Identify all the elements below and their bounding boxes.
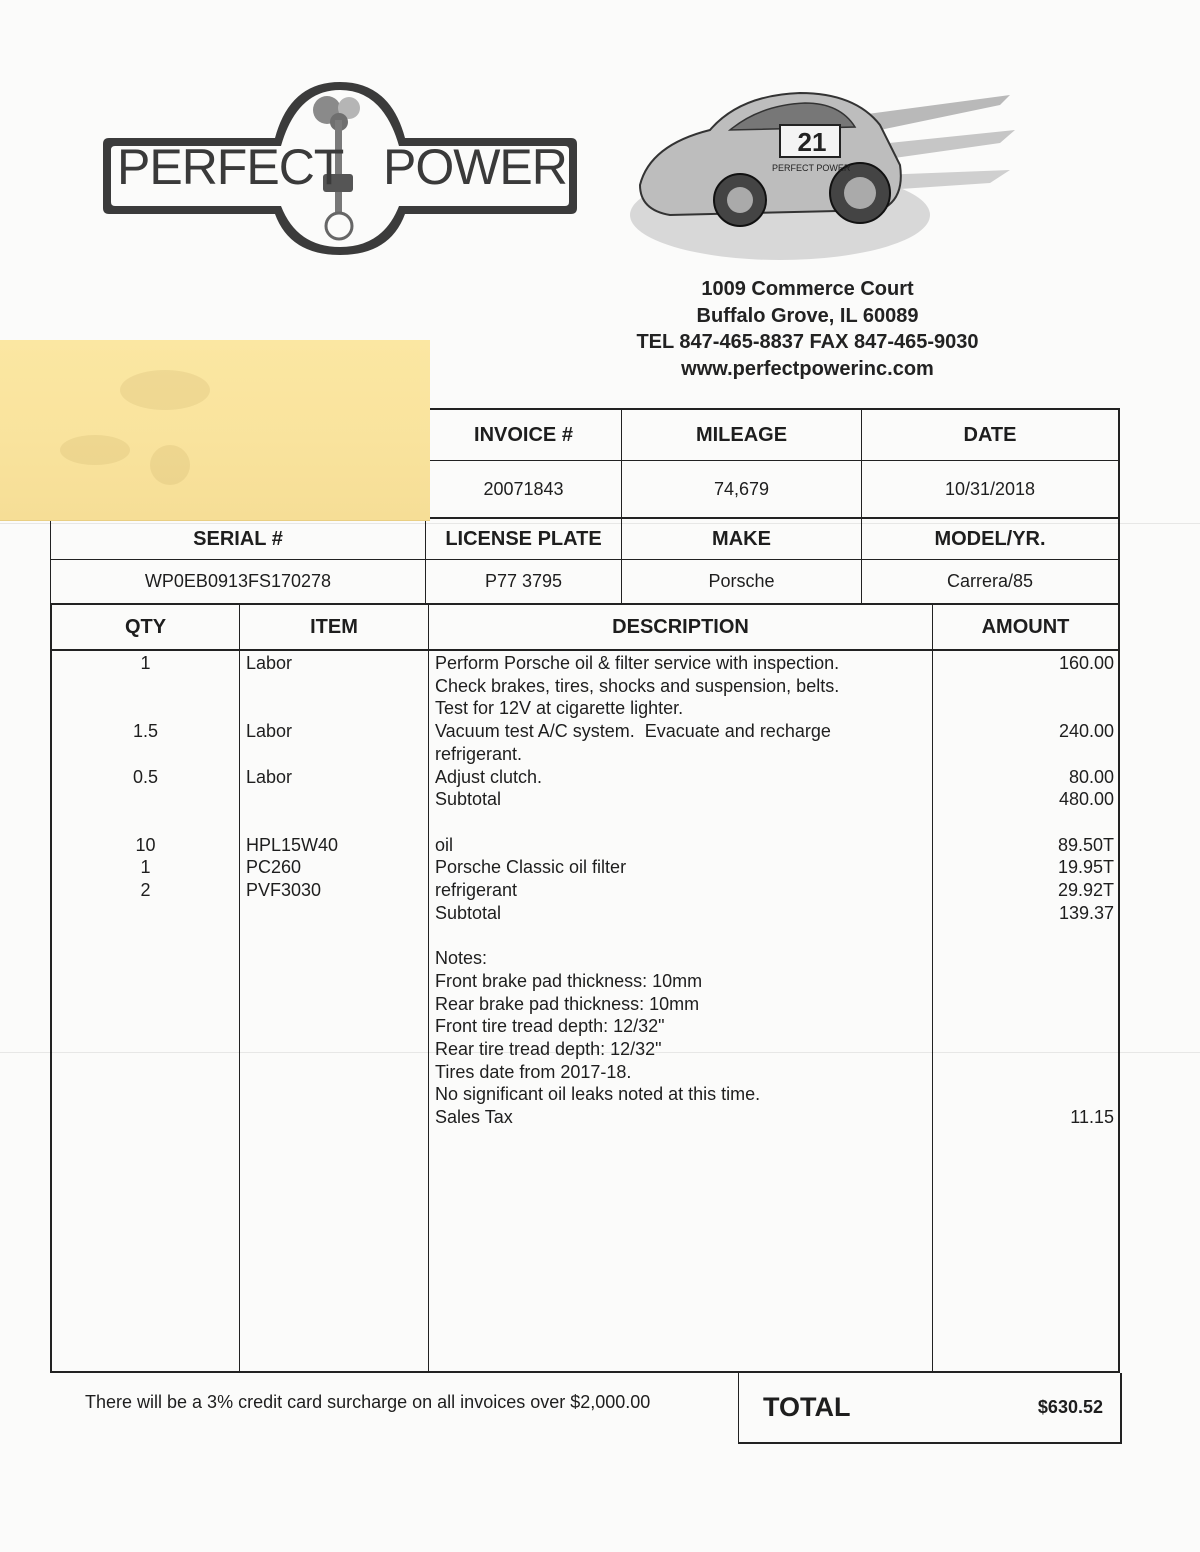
row-amount: 80.00 <box>1068 766 1114 787</box>
table-row <box>0 947 1200 970</box>
table-row <box>0 697 1200 720</box>
amount-header: AMOUNT <box>981 615 1070 638</box>
row-description: Sales Tax <box>435 1107 513 1127</box>
table-row <box>0 652 1200 675</box>
company-address <box>560 276 1055 382</box>
row-amount: 240.00 <box>1058 721 1114 742</box>
invoice-number-label: INVOICE # <box>474 423 573 446</box>
row-description: refrigerant. <box>435 743 523 764</box>
row-description: No significant oil leaks noted at this time. <box>435 1084 761 1105</box>
logo-text-left: PERFECT <box>117 139 344 195</box>
row-item: Labor <box>246 721 293 742</box>
row-amount: 29.92T <box>1057 880 1114 900</box>
table-row <box>0 1061 1200 1084</box>
qty-header: QTY <box>124 615 167 638</box>
table-row <box>0 856 1200 879</box>
mileage-value: 74,679 <box>713 478 770 499</box>
make-label: MAKE <box>712 527 771 550</box>
row-description: Notes: <box>435 948 488 969</box>
row-qty: 1 <box>140 857 151 878</box>
table-row <box>0 1015 1200 1038</box>
table-row <box>0 675 1200 698</box>
date-label: DATE <box>963 423 1017 446</box>
mileage-label: MILEAGE <box>695 423 788 446</box>
row-description: Perform Porsche oil & filter service with inspection. <box>435 653 840 673</box>
model-year-value: Carrera/85 <box>946 571 1034 591</box>
table-row <box>0 924 1200 947</box>
car-number: 21 <box>797 127 827 157</box>
row-description: oil <box>435 834 454 855</box>
row-item: Labor <box>246 766 293 787</box>
serial-label: SERIAL # <box>193 527 283 550</box>
model-year-label: MODEL/YR. <box>934 527 1046 550</box>
address-city: Buffalo Grove, IL 60089 <box>696 304 919 327</box>
table-row <box>0 1106 1200 1129</box>
serial-value: WP0EB0913FS170278 <box>144 571 332 591</box>
row-qty: 0.5 <box>132 766 159 787</box>
description-header: DESCRIPTION <box>612 615 749 638</box>
row-amount: 11.15 <box>1070 1107 1114 1127</box>
race-car-illustration <box>630 75 1015 265</box>
row-qty: 1.5 <box>132 721 159 742</box>
row-description: Rear tire tread depth: 12/32" <box>435 1038 662 1059</box>
table-row <box>0 993 1200 1016</box>
logo-text-right: POWER <box>383 139 567 195</box>
row-description: Front brake pad thickness: 10mm <box>435 970 703 991</box>
row-description: Tires date from 2017-18. <box>435 1061 632 1082</box>
license-plate-value: P77 3795 <box>484 571 563 591</box>
row-description: Subtotal <box>435 789 502 810</box>
table-row <box>0 970 1200 993</box>
car-decal: PERFECT POWER <box>772 163 851 173</box>
row-qty: 10 <box>135 834 156 855</box>
table-row <box>0 879 1200 902</box>
row-amount: 160.00 <box>1058 653 1114 673</box>
table-row <box>0 902 1200 925</box>
table-row <box>0 788 1200 811</box>
address-street: 1009 Commerce Court <box>701 278 914 300</box>
invoice-number: 20071843 <box>483 478 564 499</box>
surcharge-note: There will be a 3% credit card surcharge on all invoices over $2,000.00 <box>85 1392 651 1412</box>
row-amount: 480.00 <box>1058 789 1114 810</box>
row-item: Labor <box>246 653 293 673</box>
total-value: $630.52 <box>1037 1397 1103 1417</box>
row-item: PVF3030 <box>246 880 322 900</box>
table-row <box>0 720 1200 743</box>
date-value: 10/31/2018 <box>944 478 1036 499</box>
row-amount: 139.37 <box>1058 902 1114 923</box>
total-label: TOTAL <box>763 1392 851 1422</box>
row-item: PC260 <box>246 857 302 878</box>
row-description: Adjust clutch. <box>435 766 543 787</box>
table-row <box>0 811 1200 834</box>
row-description: Subtotal <box>435 902 502 923</box>
row-description: Vacuum test A/C system. Evacuate and recharge <box>435 721 831 742</box>
row-description: Front tire tread depth: 12/32" <box>435 1016 665 1037</box>
line-item-rows <box>0 652 1200 1372</box>
table-row <box>0 1083 1200 1106</box>
row-qty: 2 <box>140 880 151 900</box>
row-amount: 19.95T <box>1057 857 1114 878</box>
item-header: ITEM <box>310 615 358 638</box>
row-description: refrigerant <box>435 880 518 900</box>
make-value: Porsche <box>708 571 775 591</box>
row-description: Test for 12V at cigarette lighter. <box>435 698 684 719</box>
sticky-note <box>0 340 430 521</box>
table-row <box>0 834 1200 857</box>
table-row <box>0 766 1200 789</box>
row-description: Rear brake pad thickness: 10mm <box>435 993 700 1014</box>
table-row <box>0 743 1200 766</box>
row-description: Check brakes, tires, shocks and suspension, belts. <box>435 675 840 696</box>
row-qty: 1 <box>140 653 151 673</box>
phone-fax: TEL 847-465-8837 FAX 847-465-9030 <box>636 331 979 353</box>
row-description: Porsche Classic oil filter <box>435 857 627 878</box>
table-row <box>0 1038 1200 1061</box>
row-item: HPL15W40 <box>246 834 339 855</box>
row-amount: 89.50T <box>1057 834 1114 855</box>
company-logo <box>95 80 585 255</box>
website: www.perfectpowerinc.com <box>681 357 934 380</box>
license-plate-label: LICENSE PLATE <box>445 527 602 550</box>
